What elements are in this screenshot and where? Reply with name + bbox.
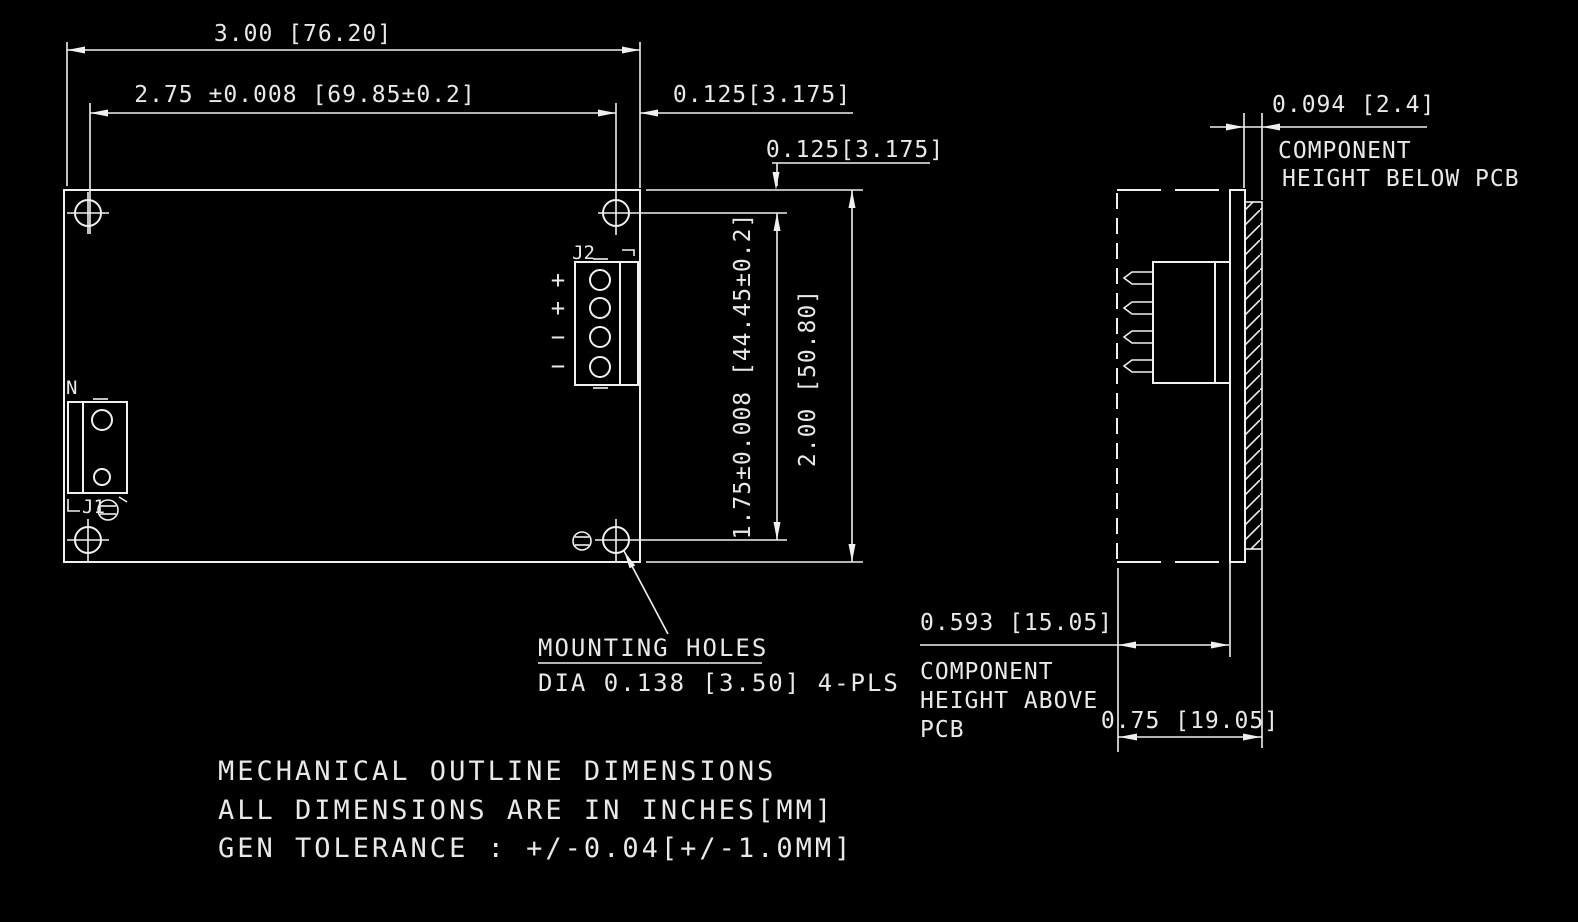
pin-icon (1124, 360, 1153, 372)
note-line2: ALL DIMENSIONS ARE IN INCHES[MM] (218, 795, 835, 826)
pin-icon (1124, 272, 1153, 284)
note-line3: GEN TOLERANCE : +/-0.04[+/-1.0MM] (218, 833, 854, 864)
j2-pin-label-1: + (550, 266, 566, 294)
j1-label: J1 (82, 496, 105, 518)
above-pcb-text-line2: HEIGHT ABOVE (920, 688, 1099, 714)
dim-hole-spacing-x-label: 2.75 ±0.008 [69.85±0.2] (134, 82, 476, 108)
mounting-hole-bottom-left-icon (67, 519, 109, 561)
j2-label: J2 (572, 242, 595, 264)
leader-arrow-icon (624, 551, 635, 568)
front-view (64, 21, 944, 697)
j2-pin-label-3: − (550, 323, 566, 351)
j2-pin-1 (590, 270, 610, 290)
j2-pin-label-4: − (550, 352, 566, 380)
below-pcb-text-line1: COMPONENT (1278, 138, 1412, 164)
j2-pin-4 (590, 357, 610, 377)
dim-hole-offset-y (766, 137, 944, 190)
dim-hole-spacing-x (90, 82, 616, 235)
dim-total-height-label: 2.00 [50.80] (795, 288, 821, 468)
pcb-edge (1230, 190, 1245, 562)
dim-hole-spacing-y (730, 213, 781, 540)
mounting-note-line2: DIA 0.138 [3.50] 4-PLS (538, 669, 900, 697)
below-pcb-zone-hatch (1245, 202, 1262, 549)
pin-icon (1124, 302, 1153, 314)
mounting-hole-top-right-icon (598, 200, 787, 226)
side-view (920, 92, 1520, 752)
dim-below-pcb-label: 0.094 [2.4] (1272, 92, 1436, 118)
j2-pin1-mark-icon (622, 250, 634, 256)
dim-below-pcb (1210, 92, 1520, 200)
connector-j1 (66, 377, 127, 518)
note-line1: MECHANICAL OUTLINE DIMENSIONS (218, 756, 777, 787)
dim-total-height (795, 190, 856, 562)
connector-j2-side (1124, 262, 1230, 383)
below-pcb-text-line2: HEIGHT BELOW PCB (1282, 166, 1520, 192)
j2-pin-label-2: + (550, 294, 566, 322)
j2-pin-3 (590, 327, 610, 347)
j2-pin-2 (590, 298, 610, 318)
above-pcb-text-line3: PCB (920, 717, 965, 743)
mounting-holes-note (538, 551, 900, 697)
dim-total-thickness-label: 0.75 [19.05] (1100, 708, 1280, 734)
dim-total-thickness (1101, 549, 1279, 748)
pin-icon (1124, 331, 1153, 343)
mounting-hole-bottom-right-icon (595, 519, 787, 561)
connector-j2 (551, 242, 638, 388)
screw-head-icon (573, 532, 591, 550)
j1-pin-2 (94, 469, 110, 485)
mounting-hole-top-left-icon (67, 192, 109, 234)
dim-hole-offset-x (640, 82, 853, 117)
dim-hole-offset-y-label: 0.125[3.175] (765, 137, 945, 163)
dim-total-width-label: 3.00 [76.20] (213, 21, 393, 47)
dim-hole-spacing-y-label: 1.75±0.008 [44.45±0.2] (730, 212, 756, 540)
dim-above-pcb-label: 0.593 [15.05] (920, 610, 1114, 636)
j1-bracket-icon (68, 499, 80, 511)
above-pcb-text-line1: COMPONENT (920, 659, 1054, 685)
notes-block (218, 756, 853, 864)
j1-pin-1 (92, 410, 112, 430)
line-n-label: N (66, 377, 78, 399)
mounting-note-line1: MOUNTING HOLES (538, 634, 769, 662)
dim-hole-offset-x-label: 0.125[3.175] (672, 82, 852, 108)
